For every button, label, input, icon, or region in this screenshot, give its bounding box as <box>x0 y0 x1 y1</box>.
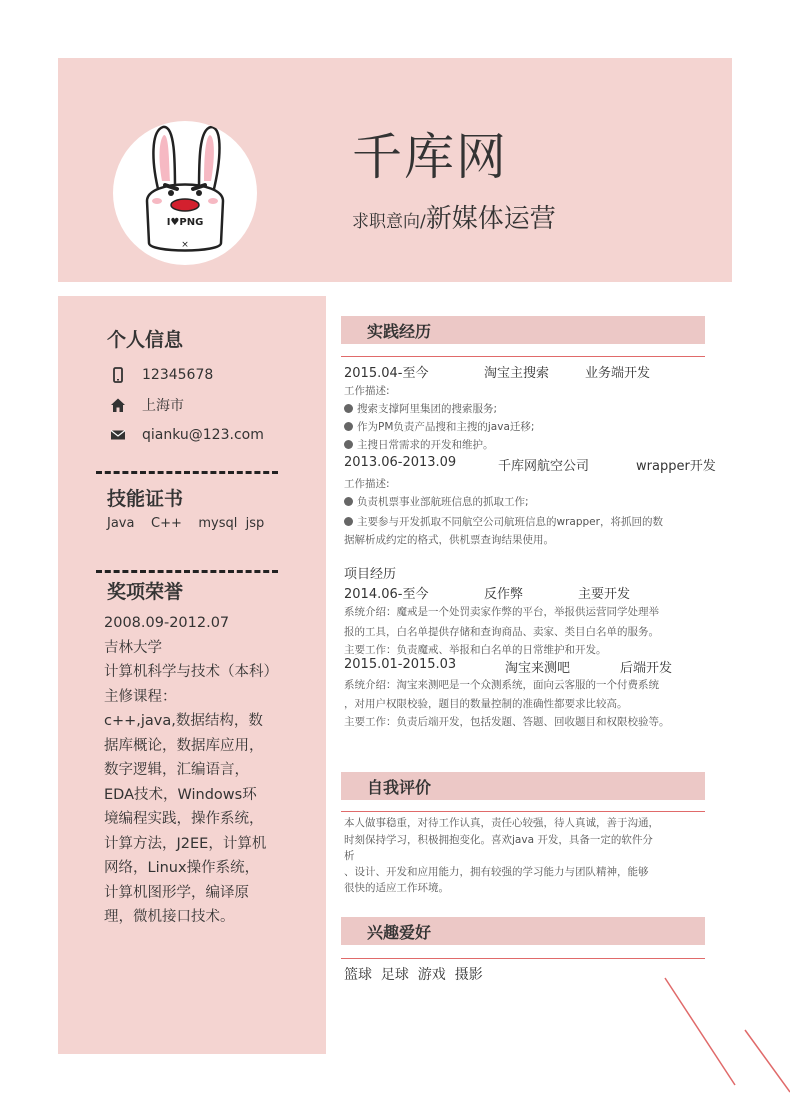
job2-period: 2013.06-2013.09 <box>344 455 457 470</box>
job2-role: wrapper开发 <box>636 459 716 474</box>
project1-intro-cont: 报的工具，白名单提供存储和查询商品、卖家、类目白名单的服务。 <box>344 626 659 638</box>
self-eval-line: 析 <box>344 850 355 862</box>
city: 上海市 <box>142 398 184 414</box>
job1-bullet: 搜索支撑阿里集团的搜索服务; <box>344 401 497 416</box>
award-line: 主修课程： <box>104 688 177 705</box>
phone-number: 12345678 <box>142 367 214 383</box>
job2-desc-label: 工作描述: <box>344 478 390 490</box>
job1-desc-label: 工作描述: <box>344 385 390 397</box>
job-intent-value: 新媒体运营 <box>425 204 556 234</box>
self-eval-line: 本人做事稳重，对待工作认真，责任心较强，待人真诚，善于沟通， <box>344 817 659 829</box>
project1-work: 主要工作：负责魔戒、举报和白名单的日常维护和开发。 <box>344 644 607 656</box>
project2-role: 后端开发 <box>620 661 673 676</box>
job2-bullet: 负责机票事业部航班信息的抓取工作; <box>344 494 529 509</box>
hobbies-heading: 兴趣爱好 <box>367 923 432 942</box>
self-eval-line: 很快的适应工作环境。 <box>344 882 449 894</box>
award-line: 境编程实践，操作系统， <box>104 811 264 827</box>
personal-info-heading: 个人信息 <box>107 329 184 351</box>
award-line: c++,java,数据结构，数 <box>104 713 263 729</box>
award-line: EDA技术，Windows环 <box>104 786 257 803</box>
job1-company: 淘宝主搜索 <box>484 366 550 381</box>
award-line: 计算方法，J2EE，计算机 <box>104 835 267 852</box>
award-line: 据库概论，数据库应用， <box>104 737 264 754</box>
project1-period: 2014.06-至今 <box>344 587 429 602</box>
practice-heading: 实践经历 <box>367 322 432 341</box>
job1-bullet: 主搜日常需求的开发和维护。 <box>344 437 494 452</box>
project2-intro: 系统介绍：淘宝来测吧是一个众测系统，面向云客服的一个付费系统 <box>344 679 659 691</box>
project-heading: 项目经历 <box>344 567 397 582</box>
award-line: 计算机科学与技术（本科） <box>104 664 278 680</box>
job1-period: 2015.04-至今 <box>344 366 429 381</box>
job1-bullet: 作为PM负责产品搜和主搜的java迁移; <box>344 419 534 434</box>
skills-heading: 技能证书 <box>107 488 184 510</box>
self-eval-heading: 自我评价 <box>367 778 432 797</box>
svg-text:×: × <box>181 240 189 250</box>
self-eval-line: 、设计、开发和应用能力，拥有较强的学习能力与团队精神，能够 <box>344 866 649 878</box>
email: qianku@123.com <box>142 427 264 443</box>
award-line: 数字逻辑，汇编语言， <box>104 762 249 778</box>
skills-list: Java C++ mysql jsp <box>107 516 265 531</box>
job1-role: 业务端开发 <box>585 366 651 381</box>
self-eval-line: 时刻保持学习，积极拥抱变化。喜欢java 开发，具备一定的软件分 <box>344 834 653 846</box>
job2-company: 千库网航空公司 <box>498 459 590 474</box>
award-line: 吉林大学 <box>104 639 162 656</box>
hobbies-text: 篮球 足球 游戏 摄影 <box>344 967 483 983</box>
project2-intro-cont: ，对用户权限校验，题目的数量控制的准确性都要求比较高。 <box>344 698 628 710</box>
avatar-text: I♥PNG <box>166 217 204 228</box>
candidate-name: 千库网 <box>352 128 508 186</box>
job-intent-label: 求职意向/ <box>352 212 426 232</box>
award-line: 理，微机接口技术。 <box>104 909 235 925</box>
award-line: 计算机图形学，编译原 <box>104 884 249 901</box>
project2-work: 主要工作：负责后端开发，包括发题、答题、回收题目和权限校验等。 <box>344 716 670 728</box>
project1-role: 主要开发 <box>578 587 631 602</box>
project2-name: 淘宝来测吧 <box>505 661 571 676</box>
project1-name: 反作弊 <box>484 587 524 602</box>
project1-intro: 系统介绍：魔戒是一个处罚卖家作弊的平台，举报供运营同学处理举 <box>344 606 659 618</box>
project2-period: 2015.01-2015.03 <box>344 657 457 672</box>
job2-bullet: 主要参与开发抓取不同航空公司航班信息的wrapper，将抓回的数 <box>344 514 663 529</box>
job2-bullet-cont: 据解析成约定的格式，供机票查询结果使用。 <box>344 534 554 546</box>
award-line: 2008.09-2012.07 <box>104 615 230 631</box>
awards-heading: 奖项荣誉 <box>107 581 184 603</box>
award-line: 网络，Linux操作系统， <box>104 860 260 876</box>
